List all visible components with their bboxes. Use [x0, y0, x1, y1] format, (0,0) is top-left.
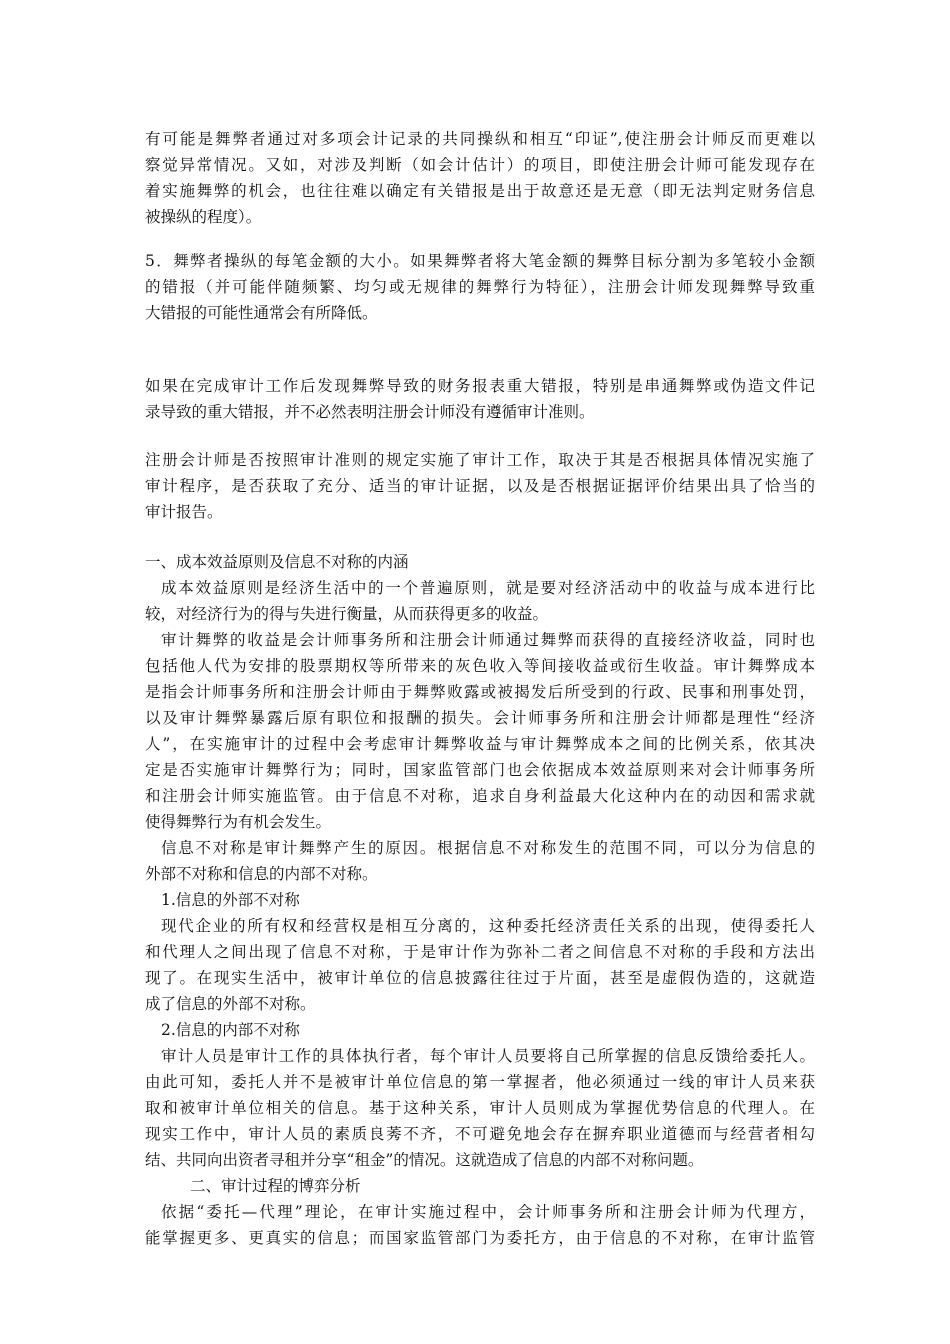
text-line: 审计舞弊的收益是会计师事务所和注册会计师通过舞弊而获得的直接经济收益，同时也	[161, 631, 815, 649]
text-line: 是指会计师事务所和注册会计师由于舞弊败露或被揭发后所受到的行政、民事和刑事处罚，	[145, 683, 815, 701]
text-line: 审计程序，是否获取了充分、适当的审计证据，以及是否根据证据评价结果出具了恰当的	[145, 477, 815, 495]
text-line: 现代企业的所有权和经营权是相互分离的，这种委托经济责任关系的出现，使得委托人	[161, 917, 815, 935]
text-line: 的错报（并可能伴随频繁、均匀或无规律的舞弊行为特征），注册会计师发现舞弊导致重	[145, 278, 815, 296]
section-heading: 一、成本效益原则及信息不对称的内涵	[145, 553, 409, 571]
text-line: 使得舞弊行为有机会发生。	[145, 813, 332, 831]
text-line: 成本效益原则是经济生活中的一个普遍原则，就是要对经济活动中的收益与成本进行比	[161, 579, 815, 597]
text-line: 审计人员是审计工作的具体执行者，每个审计人员要将自己所掌握的信息反馈给委托人。	[161, 1047, 815, 1065]
text-line: 现了。在现实生活中，被审计单位的信息披露往往过于片面，甚至是虚假伪造的，这就造	[145, 969, 815, 987]
text-line: 取和被审计单位相关的信息。基于这种关系，审计人员则成为掌握优势信息的代理人。在	[145, 1099, 815, 1117]
text-line: 录导致的重大错报，并不必然表明注册会计师没有遵循审计准则。	[145, 403, 595, 421]
text-line: 被操纵的程度）。	[145, 208, 262, 226]
text-line: 和注册会计师实施监管。由于信息不对称，追求自身利益最大化这种内在的动因和需求就	[145, 787, 815, 805]
subsection-heading: 1.信息的外部不对称	[161, 891, 300, 909]
section-heading: 二、审计过程的博弈分析	[190, 1177, 361, 1195]
text-line: 信息不对称是审计舞弊产生的原因。根据信息不对称发生的范围不同，可以分为信息的	[161, 839, 815, 857]
text-line: 5．舞弊者操纵的每笔金额的大小。如果舞弊者将大笔金额的舞弊目标分割为多笔较小金额	[145, 252, 815, 270]
text-line: 人”，在实施审计的过程中会考虑审计舞弊收益与审计舞弊成本之间的比例关系，依其决	[145, 735, 815, 753]
text-line: 结、共同向出资者寻租并分享“租金”的情况。这就造成了信息的内部不对称问题。	[145, 1151, 704, 1169]
text-line: 有可能是舞弊者通过对多项会计记录的共同操纵和相互“印证”,使注册会计师反而更难以	[145, 130, 815, 148]
text-line: 如果在完成审计工作后发现舞弊导致的财务报表重大错报，特别是串通舞弊或伪造文件记	[145, 377, 815, 395]
text-line: 定是否实施审计舞弊行为；同时，国家监管部门也会依据成本效益原则来对会计师事务所	[145, 761, 815, 779]
text-line: 察觉异常情况。又如，对涉及判断（如会计估计）的项目，即使注册会计师可能发现存在	[145, 156, 815, 174]
text-line: 较，对经济行为的得与失进行衡量，从而获得更多的收益。	[145, 605, 549, 623]
text-line: 以及审计舞弊暴露后原有职位和报酬的损失。会计师事务所和注册会计师都是理性“经济	[145, 709, 815, 727]
text-line: 能掌握更多、更真实的信息；而国家监管部门为委托方，由于信息的不对称，在审计监管	[145, 1229, 815, 1247]
text-line: 成了信息的外部不对称。	[145, 995, 316, 1013]
text-line: 注册会计师是否按照审计准则的规定实施了审计工作，取决于其是否根据具体情况实施了	[145, 451, 815, 469]
text-line: 审计报告。	[145, 503, 223, 521]
text-line: 包括他人代为安排的股票期权等所带来的灰色收入等间接收益或衍生收益。审计舞弊成本	[145, 657, 815, 675]
subsection-heading: 2.信息的内部不对称	[161, 1021, 300, 1039]
text-line: 由此可知，委托人并不是被审计单位信息的第一掌握者，他必须通过一线的审计人员来获	[145, 1073, 815, 1091]
text-line: 大错报的可能性通常会有所降低。	[145, 304, 378, 322]
text-line: 依据“委托—代理”理论，在审计实施过程中，会计师事务所和注册会计师为代理方，	[161, 1203, 815, 1221]
text-line: 现实工作中，审计人员的素质良莠不齐，不可避免地会存在摒弃职业道德而与经营者相勾	[145, 1125, 815, 1143]
text-line: 着实施舞弊的机会，也往往难以确定有关错报是出于故意还是无意（即无法判定财务信息	[145, 182, 815, 200]
text-line: 和代理人之间出现了信息不对称，于是审计作为弥补二者之间信息不对称的手段和方法出	[145, 943, 815, 961]
text-line: 外部不对称和信息的内部不对称。	[145, 865, 378, 883]
